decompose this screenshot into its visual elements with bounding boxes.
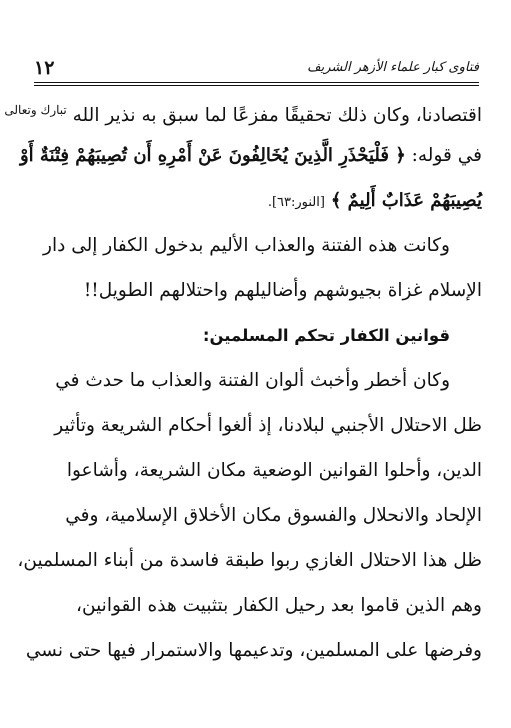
section-heading (28, 313, 482, 358)
quote-intro: في قوله: (411, 145, 482, 166)
header-rule-thin (34, 85, 479, 86)
text-line: الإلحاد والانحلال والفسوق مكان الأخلاق الإسلامية، وفي (65, 505, 482, 526)
text-line: وكان أخطر وأخبث ألوان الفتنة والعذاب ما حدث في (55, 370, 450, 391)
text-segment: اقتصادنا، وكان ذلك تحقيقًا مفزعًا لما سبق به نذير الله (72, 105, 482, 127)
text-line: وهم الذين قاموا بعد رحيل الكفار بتثبيت هذه القوانين، (76, 595, 482, 616)
text-line: ظل هذا الاحتلال الغازي ربوا طبقة فاسدة من أبناء المسلمين، (17, 550, 482, 571)
page-header (34, 56, 479, 80)
verse-reference: [النور:٦٣]. (267, 195, 325, 210)
header-rule (34, 82, 479, 83)
quran-verse: يُصِيبَهُمْ عَذَابٌ أَلِيمٌ ﴾ (330, 190, 482, 211)
text-line: ظل الاحتلال الأجنبي لبلادنا، إذ ألغوا أحكام الشريعة وتأثير (54, 415, 482, 436)
text-line: الإسلام غزاة بجيوشهم وأضاليلهم واحتلالهم الطويل!! (83, 280, 482, 301)
body-text (4, 88, 482, 673)
text-line: الدين، وأحلوا القوانين الوضعية مكان الشريعة، وأشاعوا (66, 460, 482, 481)
quran-verse: ﴿ فَلْيَحْذَرِ الَّذِينَ يُخَالِفُونَ عَنْ أَمْرِهِ أَن تُصِيبَهُمْ فِتْنَةٌ أَوْ (19, 145, 406, 166)
running-title: فتاوى كبار علماء الأزهر الشريف (307, 60, 479, 75)
page-number: ١٢ (34, 57, 55, 79)
text-line (4, 88, 482, 133)
text-line (28, 178, 482, 223)
text-line (19, 133, 482, 178)
honorific-glyph: تبارك وتعالى (4, 103, 67, 117)
text-line: وكانت هذه الفتنة والعذاب الأليم بدخول الكفار إلى دار (43, 235, 450, 256)
text-line: وفرضها على المسلمين، وتدعيمها والاستمرار فيها حتى نسي (25, 640, 482, 661)
section-heading-text: قوانين الكفار تحكم المسلمين: (202, 326, 450, 345)
